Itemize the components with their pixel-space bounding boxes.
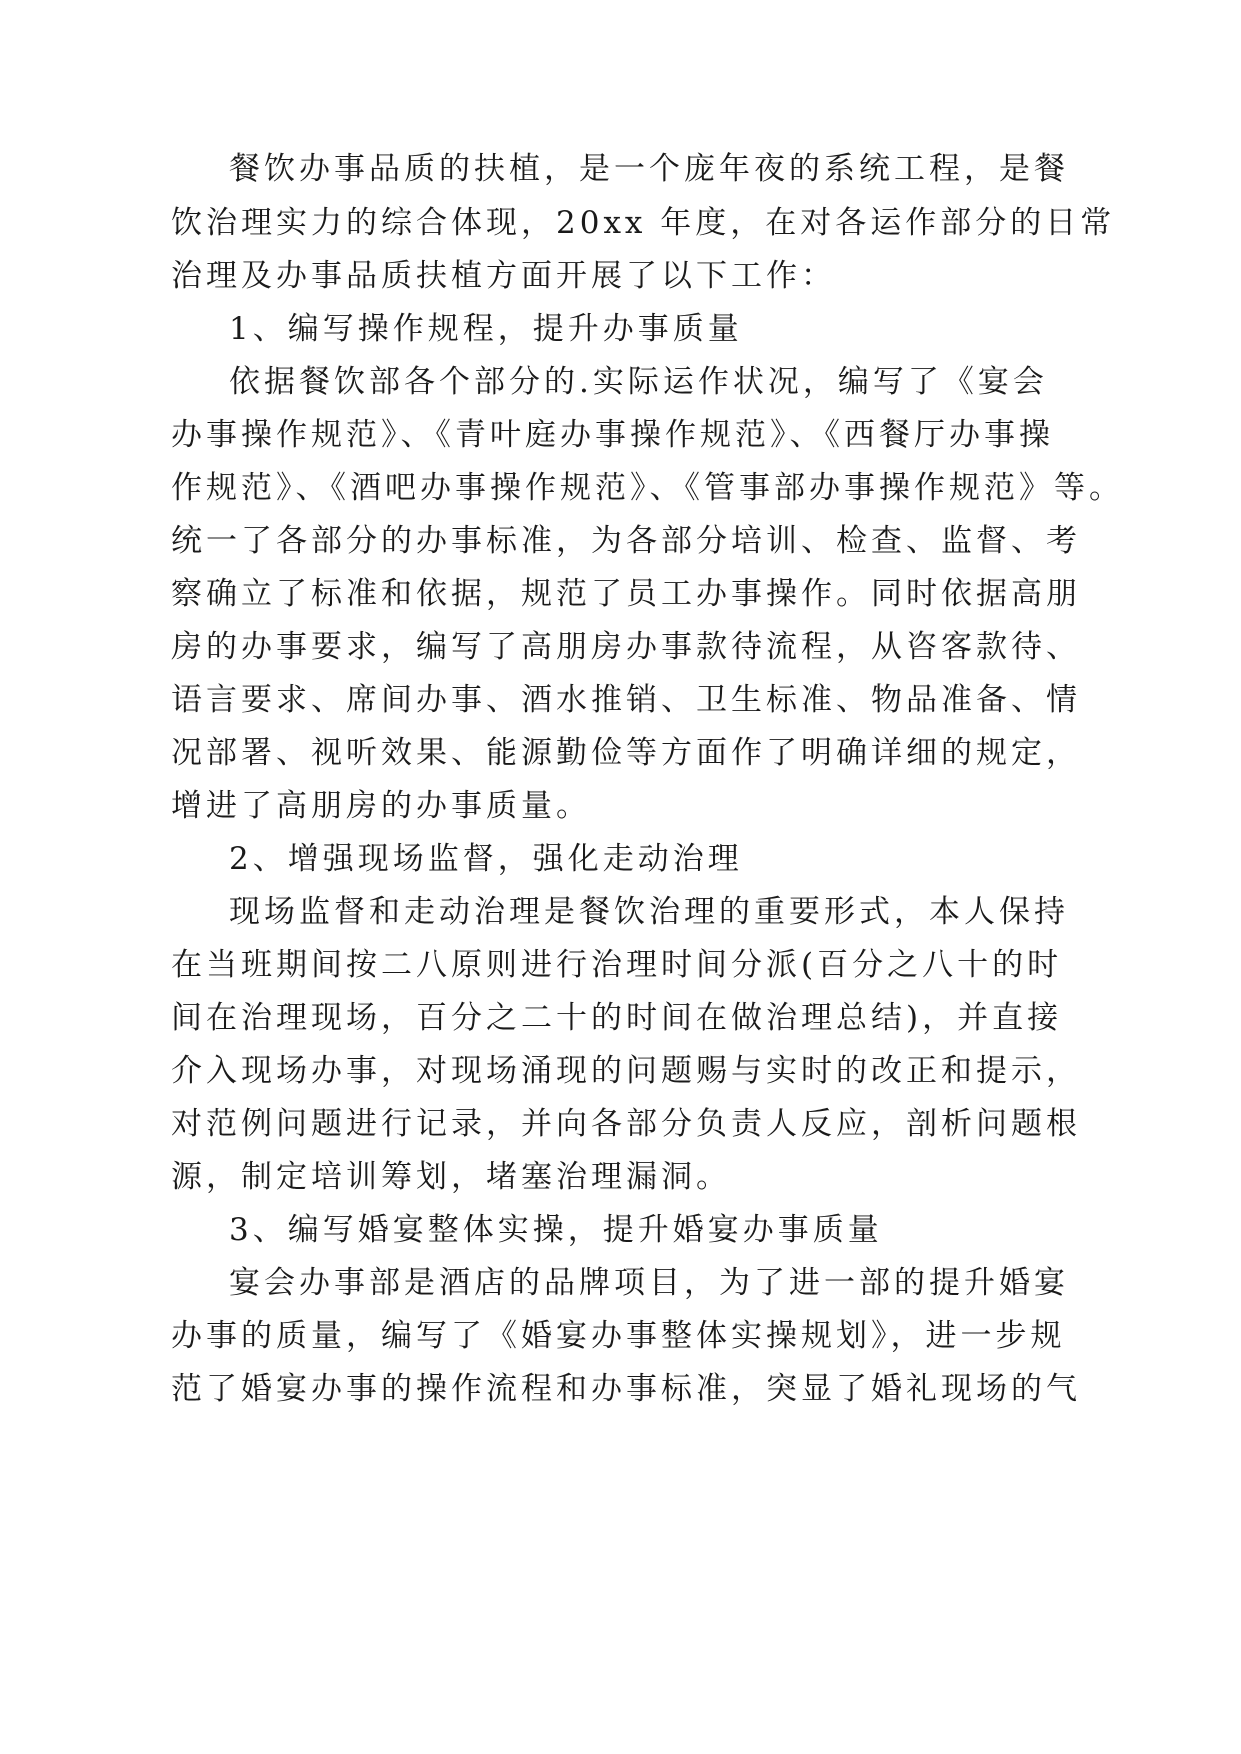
paragraph-4-line-1: 宴会办事部是酒店的品牌项目，为了进一部的提升婚宴 [229,1265,1069,1301]
section-heading-3: 3、编写婚宴整体实操，提升婚宴办事质量 [229,1212,883,1248]
paragraph-2-line-3: 作规范》、《酒吧办事操作规范》、《管事部办事操作规范》等。 [171,470,1124,506]
paragraph-2-line-7: 语言要求、席间办事、酒水推销、卫生标准、物品准备、情 [171,682,1081,718]
paragraph-1-line-1: 餐饮办事品质的扶植，是一个庞年夜的系统工程，是餐 [229,151,1069,187]
paragraph-2-line-4: 统一了各部分的办事标准，为各部分培训、检查、监督、考 [171,523,1081,559]
paragraph-2-line-8: 况部署、视听效果、能源勤俭等方面作了明确详细的规定， [171,735,1081,771]
paragraph-3-line-6: 源，制定培训筹划，堵塞治理漏洞。 [171,1159,731,1195]
paragraph-3-line-1: 现场监督和走动治理是餐饮治理的重要形式，本人保持 [229,894,1069,930]
paragraph-3-line-4: 介入现场办事，对现场涌现的问题赐与实时的改正和提示， [171,1053,1081,1089]
paragraph-3-line-2: 在当班期间按二八原则进行治理时间分派(百分之八十的时 [171,947,1063,983]
section-heading-1: 1、编写操作规程，提升办事质量 [229,311,743,347]
paragraph-4-line-2: 办事的质量，编写了《婚宴办事整体实操规划》，进一步规 [171,1318,1066,1354]
paragraph-2-line-5: 察确立了标准和依据，规范了员工办事操作。同时依据高朋 [171,576,1081,612]
paragraph-3-line-3: 间在治理现场，百分之二十的时间在做治理总结)，并直接 [171,1000,1063,1036]
paragraph-2-line-2: 办事操作规范》、《青叶庭办事操作规范》、《西餐厅办事操 [171,417,1054,453]
paragraph-2-line-1: 依据餐饮部各个部分的.实际运作状况，编写了《宴会 [229,364,1048,400]
paragraph-1-line-3: 治理及办事品质扶植方面开展了以下工作： [171,258,836,294]
paragraph-2-line-9: 增进了高朋房的办事质量。 [171,788,591,824]
paragraph-2-line-6: 房的办事要求，编写了高朋房办事款待流程，从咨客款待、 [171,629,1081,665]
paragraph-3-line-5: 对范例问题进行记录，并向各部分负责人反应，剖析问题根 [171,1106,1081,1142]
paragraph-4-line-3: 范了婚宴办事的操作流程和办事标准，突显了婚礼现场的气 [171,1371,1081,1407]
paragraph-1-line-2: 饮治理实力的综合体现，20xx 年度，在对各运作部分的日常 [171,205,1116,241]
section-heading-2: 2、增强现场监督，强化走动治理 [229,841,743,877]
